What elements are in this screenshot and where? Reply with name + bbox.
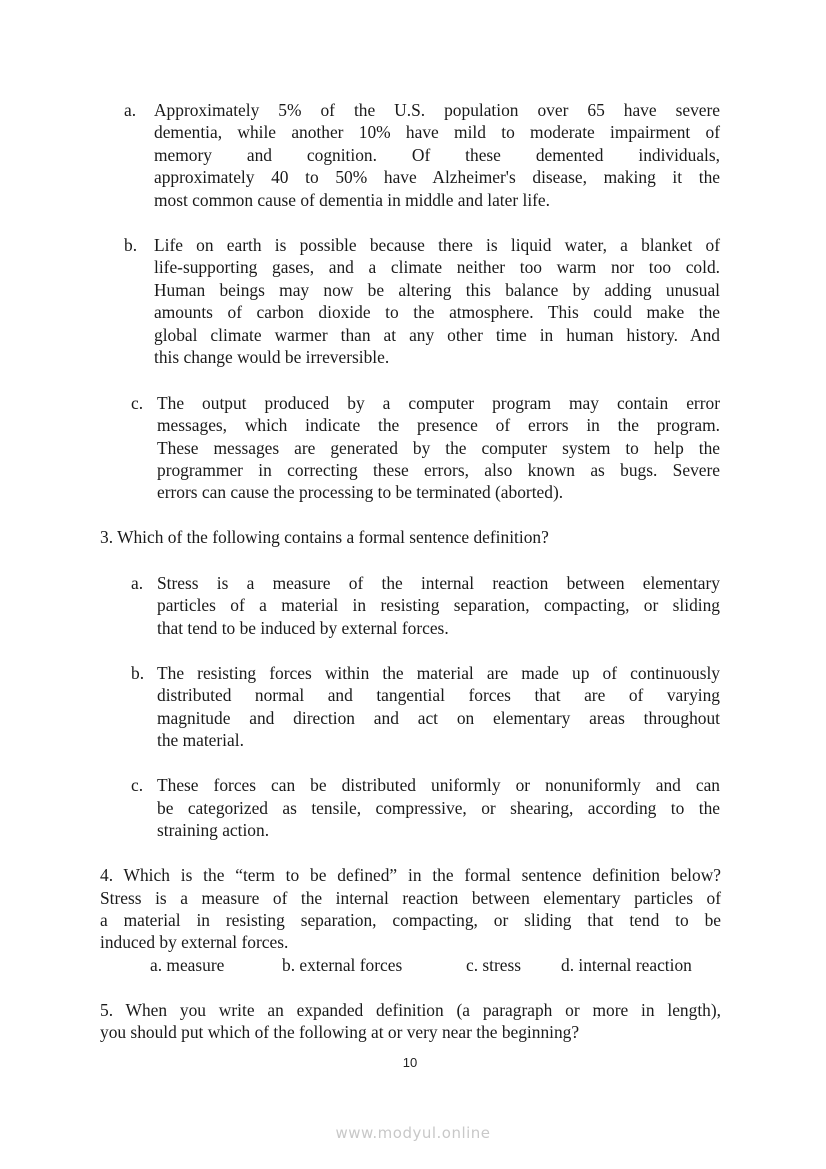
question-4-line: induced by external forces.	[100, 932, 289, 952]
question-4-line: 4. Which is the “term to be defined” in the formal sentence definition below?	[100, 865, 721, 885]
item-c-line: These messages are generated by the computer system to help the	[157, 438, 720, 458]
option-line: distributed normal and tangential forces that are of varying	[157, 685, 720, 705]
item-c-line: programmer in correcting these errors, also known as bugs. Severe	[157, 460, 720, 480]
question-5-line: 5. When you write an expanded definition (a paragraph or more in length),	[100, 1000, 721, 1020]
question-4-line: a material in resisting separation, compacting, or sliding that tend to be	[100, 910, 721, 930]
question-5-line: you should put which of the following at or very near the beginning?	[100, 1022, 580, 1042]
item-a-line: memory and cognition. Of these demented individuals,	[154, 145, 720, 165]
option-marker: c.	[131, 775, 144, 795]
item-c-marker: c.	[131, 393, 144, 413]
option-line: magnitude and direction and act on elementary areas throughout	[157, 708, 720, 728]
item-c-line: The output produced by a computer program may contain error	[157, 393, 720, 413]
item-b-line: global climate warmer than at any other time in human history. And	[154, 325, 720, 345]
watermark: www.modyul.online	[335, 1124, 491, 1142]
item-a-line: Approximately 5% of the U.S. population over 65 have severe	[154, 100, 720, 120]
question-4-option-c: c. stress	[466, 955, 522, 975]
item-c-line: errors can cause the processing to be terminated (aborted).	[157, 482, 564, 502]
option-line: the material.	[157, 730, 244, 750]
item-a-line: most common cause of dementia in middle and later life.	[154, 190, 551, 210]
question-4-option-a: a. measure	[150, 955, 225, 975]
page-number: 10	[402, 1055, 418, 1070]
question-4-option-d: d. internal reaction	[561, 955, 692, 975]
option-line: The resisting forces within the material are made up of continuously	[157, 663, 720, 683]
question-4-option-b: b. external forces	[282, 955, 403, 975]
item-b-line: amounts of carbon dioxide to the atmosphere. This could make the	[154, 302, 720, 322]
item-c-line: messages, which indicate the presence of errors in the program.	[157, 415, 720, 435]
question-4-line: Stress is a measure of the internal reaction between elementary particles of	[100, 888, 721, 908]
item-b-line: Life on earth is possible because there is liquid water, a blanket of	[154, 235, 720, 255]
item-a-marker: a.	[124, 100, 137, 120]
option-line: straining action.	[157, 820, 270, 840]
question-3: 3. Which of the following contains a formal sentence definition?	[100, 527, 549, 547]
option-line: Stress is a measure of the internal reaction between elementary	[157, 573, 720, 593]
option-line: particles of a material in resisting separation, compacting, or sliding	[157, 595, 720, 615]
item-b-line: life-supporting gases, and a climate neither too warm nor too cold.	[154, 257, 720, 277]
option-line: be categorized as tensile, compressive, or shearing, according to the	[157, 798, 720, 818]
item-a-line: approximately 40 to 50% have Alzheimer's disease, making it the	[154, 167, 720, 187]
option-line: that tend to be induced by external forces.	[157, 618, 449, 638]
option-line: These forces can be distributed uniformly or nonuniformly and can	[157, 775, 720, 795]
option-marker: b.	[131, 663, 145, 683]
item-b-line: Human beings may now be altering this balance by adding unusual	[154, 280, 720, 300]
option-marker: a.	[131, 573, 144, 593]
item-b-line: this change would be irreversible.	[154, 347, 390, 367]
item-b-marker: b.	[124, 235, 138, 255]
item-a-line: dementia, while another 10% have mild to moderate impairment of	[154, 122, 720, 142]
